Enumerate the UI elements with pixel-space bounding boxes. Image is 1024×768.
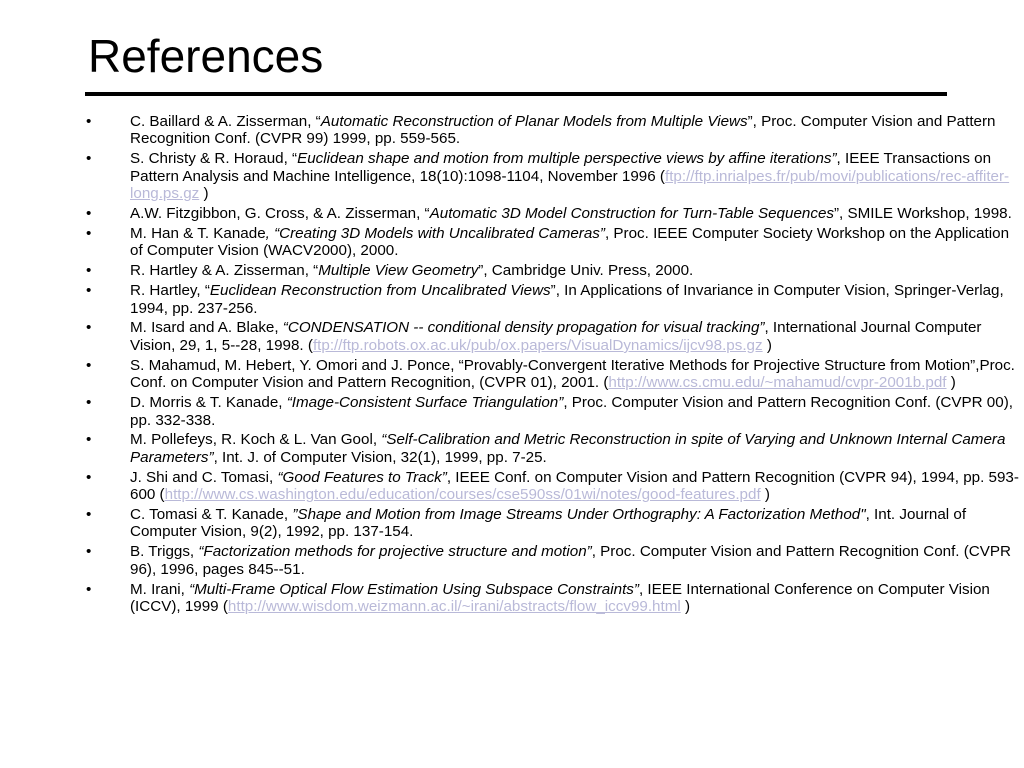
page-title: References <box>88 30 324 82</box>
reference-text: C. Tomasi & T. Kanade, <box>130 506 293 524</box>
reference-text: C. Baillard & A. Zisserman, “ <box>130 113 321 130</box>
reference-item <box>86 506 1020 541</box>
reference-item <box>86 282 1020 317</box>
reference-title: “Good Features to Track” <box>277 468 447 486</box>
reference-text: M. Han & T. Kanade <box>130 224 266 242</box>
reference-title: “CONDENSATION -- conditional density propagation for visual tracking” <box>282 319 765 337</box>
reference-text: A.W. Fitzgibbon, G. Cross, & A. Zisserman, “ <box>130 205 430 223</box>
reference-text: , Int. J. of Computer Vision, 32(1), 1999, pp. 7-25. <box>213 448 547 466</box>
reference-text: ”, In Applications of Invariance in Computer Vision, Springer-Verlag, 1994, pp. 237-256. <box>130 282 1004 317</box>
reference-title: Euclidean Reconstruction from Uncalibrated Views <box>209 282 551 300</box>
reference-title: ”Shape and Motion from Image Streams Under Orthography: A Factorization Method" <box>292 506 866 524</box>
reference-text: M. Isard and A. Blake, <box>130 319 283 337</box>
reference-item <box>86 262 1020 279</box>
reference-item <box>86 205 1020 222</box>
reference-text: J. Shi and C. Tomasi, <box>130 468 278 486</box>
reference-title: “Image-Consistent Surface Triangulation” <box>286 394 564 412</box>
reference-item <box>86 357 1020 392</box>
reference-text: ”, SMILE Workshop, 1998. <box>833 205 1012 223</box>
reference-text: ”, Cambridge Univ. Press, 2000. <box>478 262 694 280</box>
bullet-marker: • <box>86 282 92 300</box>
reference-item <box>86 469 1020 504</box>
reference-title: Automatic Reconstruction of Planar Models from Multiple Views <box>320 113 748 130</box>
reference-text: ) <box>199 185 209 203</box>
reference-item <box>86 225 1020 260</box>
reference-text: B. Triggs, <box>130 543 199 561</box>
reference-link[interactable]: http://www.cs.cmu.edu/~mahamud/cvpr-2001b.pdf <box>608 374 947 392</box>
bullet-marker: • <box>86 224 92 242</box>
reference-text: D. Morris & T. Kanade, <box>130 394 287 412</box>
reference-title: Multiple View Geometry <box>318 262 479 280</box>
reference-text: , IEEE International Conference on Computer Vision (ICCV), 1999 ( <box>130 580 990 616</box>
reference-text: S. Christy & R. Horaud, “ <box>130 150 298 168</box>
bullet-marker: • <box>86 319 92 337</box>
reference-text: , IEEE Transactions on Pattern Analysis and Machine Intelligence, 18(10):1098-1104, November 1996 ( <box>130 150 992 185</box>
reference-text: ”, Proc. Computer Vision and Pattern Recognition Conf. (CVPR 99) 1999, pp. 559-565. <box>130 113 996 148</box>
bullet-marker: • <box>86 506 92 524</box>
reference-title: , “Creating 3D Models with Uncalibrated Cameras” <box>265 224 605 242</box>
bullet-marker: • <box>86 356 92 374</box>
reference-title: “Self-Calibration and Metric Reconstruction in spite of Varying and Unknown Internal Camera Parameters” <box>130 431 1006 466</box>
bullet-marker: • <box>86 543 92 561</box>
reference-title: “Factorization methods for projective structure and motion” <box>198 543 592 561</box>
reference-item <box>86 150 1020 202</box>
reference-item <box>86 113 1020 148</box>
reference-list <box>86 113 1020 618</box>
reference-text: M. Pollefeys, R. Koch & L. Van Gool, <box>130 431 382 449</box>
reference-item <box>86 581 1020 616</box>
bullet-marker: • <box>86 580 92 598</box>
reference-title: Automatic 3D Model Construction for Turn-Table Sequences <box>429 205 834 223</box>
bullet-marker: • <box>86 431 92 449</box>
reference-text: , IEEE Conf. on Computer Vision and Pattern Recognition (CVPR 94), 1994, pp. 593-600 ( <box>130 468 1019 504</box>
reference-title: Euclidean shape and motion from multiple perspective views by affine iterations” <box>297 150 837 168</box>
title-divider <box>85 92 947 96</box>
bullet-marker: • <box>86 468 92 486</box>
reference-item <box>86 319 1020 354</box>
bullet-marker: • <box>86 205 92 223</box>
reference-text: R. Hartley & A. Zisserman, “ <box>130 262 319 280</box>
reference-text: , Int. Journal of Computer Vision, 9(2), 1992, pp. 137-154. <box>130 506 967 541</box>
reference-text: , Proc. Computer Vision and Pattern Recognition Conf. (CVPR 00), pp. 332-338. <box>130 394 1013 429</box>
reference-text: ) <box>680 598 691 616</box>
reference-title: “Multi-Frame Optical Flow Estimation Using Subspace Constraints” <box>189 580 639 598</box>
reference-text: , Proc. IEEE Computer Society Workshop on the Application of Computer Vision (WACV2000), 2000. <box>130 224 1010 260</box>
bullet-marker: • <box>86 394 92 412</box>
reference-text: ) <box>762 336 772 354</box>
bullet-marker: • <box>86 113 92 130</box>
bullet-marker: • <box>86 262 92 280</box>
reference-link[interactable]: http://www.wisdom.weizmann.ac.il/~irani/abstracts/flow_iccv99.html <box>227 598 681 616</box>
reference-item <box>86 431 1020 466</box>
reference-link[interactable]: ftp://ftp.inrialpes.fr/pub/movi/publications/rec-affiter-long.ps.gz <box>130 167 1010 203</box>
reference-link[interactable]: ftp://ftp.robots.ox.ac.uk/pub/ox.papers/VisualDynamics/ijcv98.ps.gz <box>312 336 763 354</box>
reference-text: S. Mahamud, M. Hebert, Y. Omori and J. Ponce, “Provably-Convergent Iterative Methods for Projective Structure from Motion”,Proc. Conf. on Computer Vision and Pattern Recognition, (CVPR 01), 2001. ( <box>130 356 1015 392</box>
reference-text: ) <box>946 374 956 392</box>
reference-text: R. Hartley, “ <box>130 282 210 300</box>
reference-text: , International Journal Computer Vision, 29, 1, 5--28, 1998. ( <box>130 319 982 354</box>
bullet-marker: • <box>86 150 92 168</box>
reference-link[interactable]: http://www.cs.washington.edu/education/courses/cse590ss/01wi/notes/good-features.pdf <box>164 486 761 504</box>
reference-text: ) <box>760 486 770 504</box>
reference-text: M. Irani, <box>130 580 190 598</box>
reference-text: , Proc. Computer Vision and Pattern Recognition Conf. (CVPR 96), 1996, pages 845--51. <box>130 543 1011 578</box>
reference-item <box>86 543 1020 578</box>
reference-item <box>86 394 1020 429</box>
